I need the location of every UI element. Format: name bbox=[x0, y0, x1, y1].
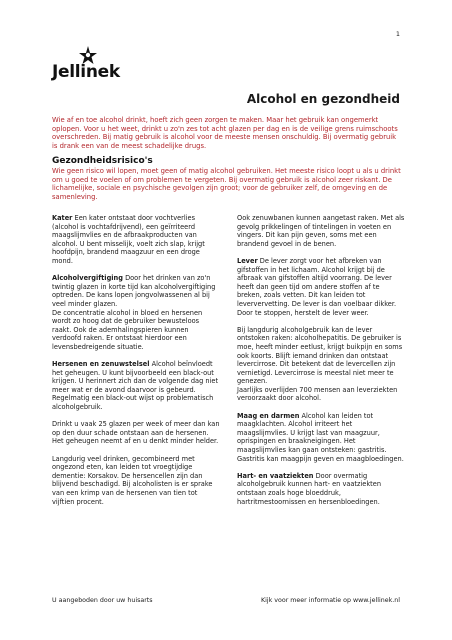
paragraph-text: Door overmatig alcoholgebruik kunnen hart- en vaatziekten ontstaan zoals hoge bloeddruk, hartritmestoornissen en hersenbloedingen. bbox=[237, 471, 382, 506]
footer-right: Kijk voor meer informatie op www.jellinek.nl bbox=[261, 597, 400, 604]
section-intro-paragraph: Wie geen risico wil lopen, moet geen of matig alcohol gebruiken. Het meeste risico loopt u als u drinkt om u goed te voelen of om problemen te vergeten. Bij overmatig gebruik is alcohol zeer riskant. De lichamelijke, sociale en psychische gevolgen zijn groot; voor de gebruiker zelf, de omgeving en de samenleving. bbox=[52, 167, 401, 202]
paragraph-text: Een kater ontstaat door vochtverlies (alcohol is vochtafdrijvend), een geïrriteerd maagslijmvlies en de afbraakproducten van alcohol. U bent misselijk, voelt zich slap, krijgt hoofdpijn, brandend maagzuur en een droge mond. bbox=[52, 214, 205, 265]
intro-paragraph: Wie af en toe alcohol drinkt, hoeft zich geen zorgen te maken. Maar het gebruik kan ongemerkt oplopen. Voor u het weet, drinkt u zo'n zes tot acht glazen per dag en is de veilige grens ruimschoots overschreden. Bij matig gebruik is alcohol voor de meeste mensen onschuldig. Bij overmatig gebruik is drank een van de meest schadelijke drugs. bbox=[52, 116, 398, 151]
right-column bbox=[237, 214, 405, 515]
term-label: Maag en darmen bbox=[237, 411, 300, 420]
paragraph-text: Alcohol kan leiden tot maagklachten. Alcohol irriteert het maagslijmvlies. U krijgt last van maagzuur, oprispingen en braakneigingen. Het maagslijmvlies kan gaan ontsteken: gastritis. Gastritis kan maagpijn geven en maagbloedingen. bbox=[237, 411, 404, 463]
paragraph-maag-darmen bbox=[237, 412, 405, 464]
paragraph-korsakov bbox=[52, 455, 220, 507]
paragraph-text: Door het drinken van zo'n twintig glazen in korte tijd kan alcoholvergiftiging optreden. De kans lopen jongvolwassenen al bij veel minder glazen. De concentratie alcohol in bloed en hersenen wordt zo hoog dat de gebruiker bewusteloos raakt. Ook de ademhalingspieren kunnen verdoofd raken. Er ontstaat hierdoor een levensbedreigende situatie. bbox=[52, 274, 216, 351]
paragraph-text: Bij langdurig alcoholgebruik kan de lever ontstoken raken: alcoholhepatitis. De gebruiker is moe, heeft minder eetlust, krijgt buikpijn en soms ook koorts. Blijft iemand drinken dan ontstaat levercirrose. Dit betekent dat de levercellen zijn vernietigd. Levercirrose is meestal niet meer te genezen. Jaarlijks overlijden 700 mensen aan leverziekten veroorzaakt door alcohol. bbox=[237, 325, 403, 403]
logo-wordmark: Jellinek bbox=[52, 62, 120, 82]
paragraph-text: Ook zenuwbanen kunnen aangetast raken. Met als gevolg prikkelingen of tintelingen in voeten en vingers. Dit kan pijn geven, soms met een brandend gevoel in de benen. bbox=[237, 214, 405, 248]
page-number: 1 bbox=[395, 30, 400, 38]
paragraph-kater bbox=[52, 214, 220, 266]
paragraph-hersenschade bbox=[52, 420, 220, 446]
footer-left: U aangeboden door uw huisarts bbox=[52, 597, 153, 604]
paragraph-text: Alcohol beïnvloedt het geheugen. U kunt bijvoorbeeld een black-out krijgen. U herinnert zich dan de volgende dag niet meer wat er de avond daarvoor is gebeurd. Regelmatig een black-out wijst op problematisch alcoholgebruik. bbox=[52, 360, 219, 412]
paragraph-lever bbox=[237, 257, 405, 317]
paragraph-text: Drinkt u vaak 25 glazen per week of meer dan kan op den duur schade ontstaan aan de hersenen. Het geheugen neemt af en u denkt minder helder. bbox=[52, 420, 220, 446]
term-label: Kater bbox=[52, 214, 73, 222]
paragraph-hart-vaatziekten bbox=[237, 472, 405, 506]
paragraph-text: De lever zorgt voor het afbreken van gifstoffen in het lichaam. Alcohol krijgt bij de afbraak van gifstoffen altijd voorrang. De lever heeft dan geen tijd om andere stoffen af te breken, zoals vetten. Dit kan leiden tot leververvetting. De lever is dan voelbaar dikker. Door te stoppen, herstelt de lever weer. bbox=[237, 256, 397, 317]
paragraph-levercirrose bbox=[237, 326, 405, 403]
paragraph-text: Langdurig veel drinken, gecombineerd met ongezond eten, kan leiden tot vroegtijdige dementie: Korsakov. De hersencellen zijn dan blijvend beschadigd. Bij alcoholisten is er sprake van een krimp van de hersenen van tien tot vijftien procent. bbox=[52, 454, 213, 506]
left-column bbox=[52, 214, 220, 515]
section-heading: Gezondheidsrisico's bbox=[52, 156, 153, 166]
term-label: Lever bbox=[237, 256, 258, 265]
paragraph-zenuwbanen bbox=[237, 214, 405, 248]
paragraph-hersenen bbox=[52, 360, 220, 412]
page-title: Alcohol en gezondheid bbox=[246, 92, 400, 106]
paragraph-alcoholvergiftiging bbox=[52, 274, 220, 351]
term-label: Hart- en vaatziekten bbox=[237, 471, 314, 480]
term-label: Hersenen en zenuwstelsel bbox=[52, 360, 150, 369]
term-label: Alcoholvergiftiging bbox=[52, 274, 123, 283]
